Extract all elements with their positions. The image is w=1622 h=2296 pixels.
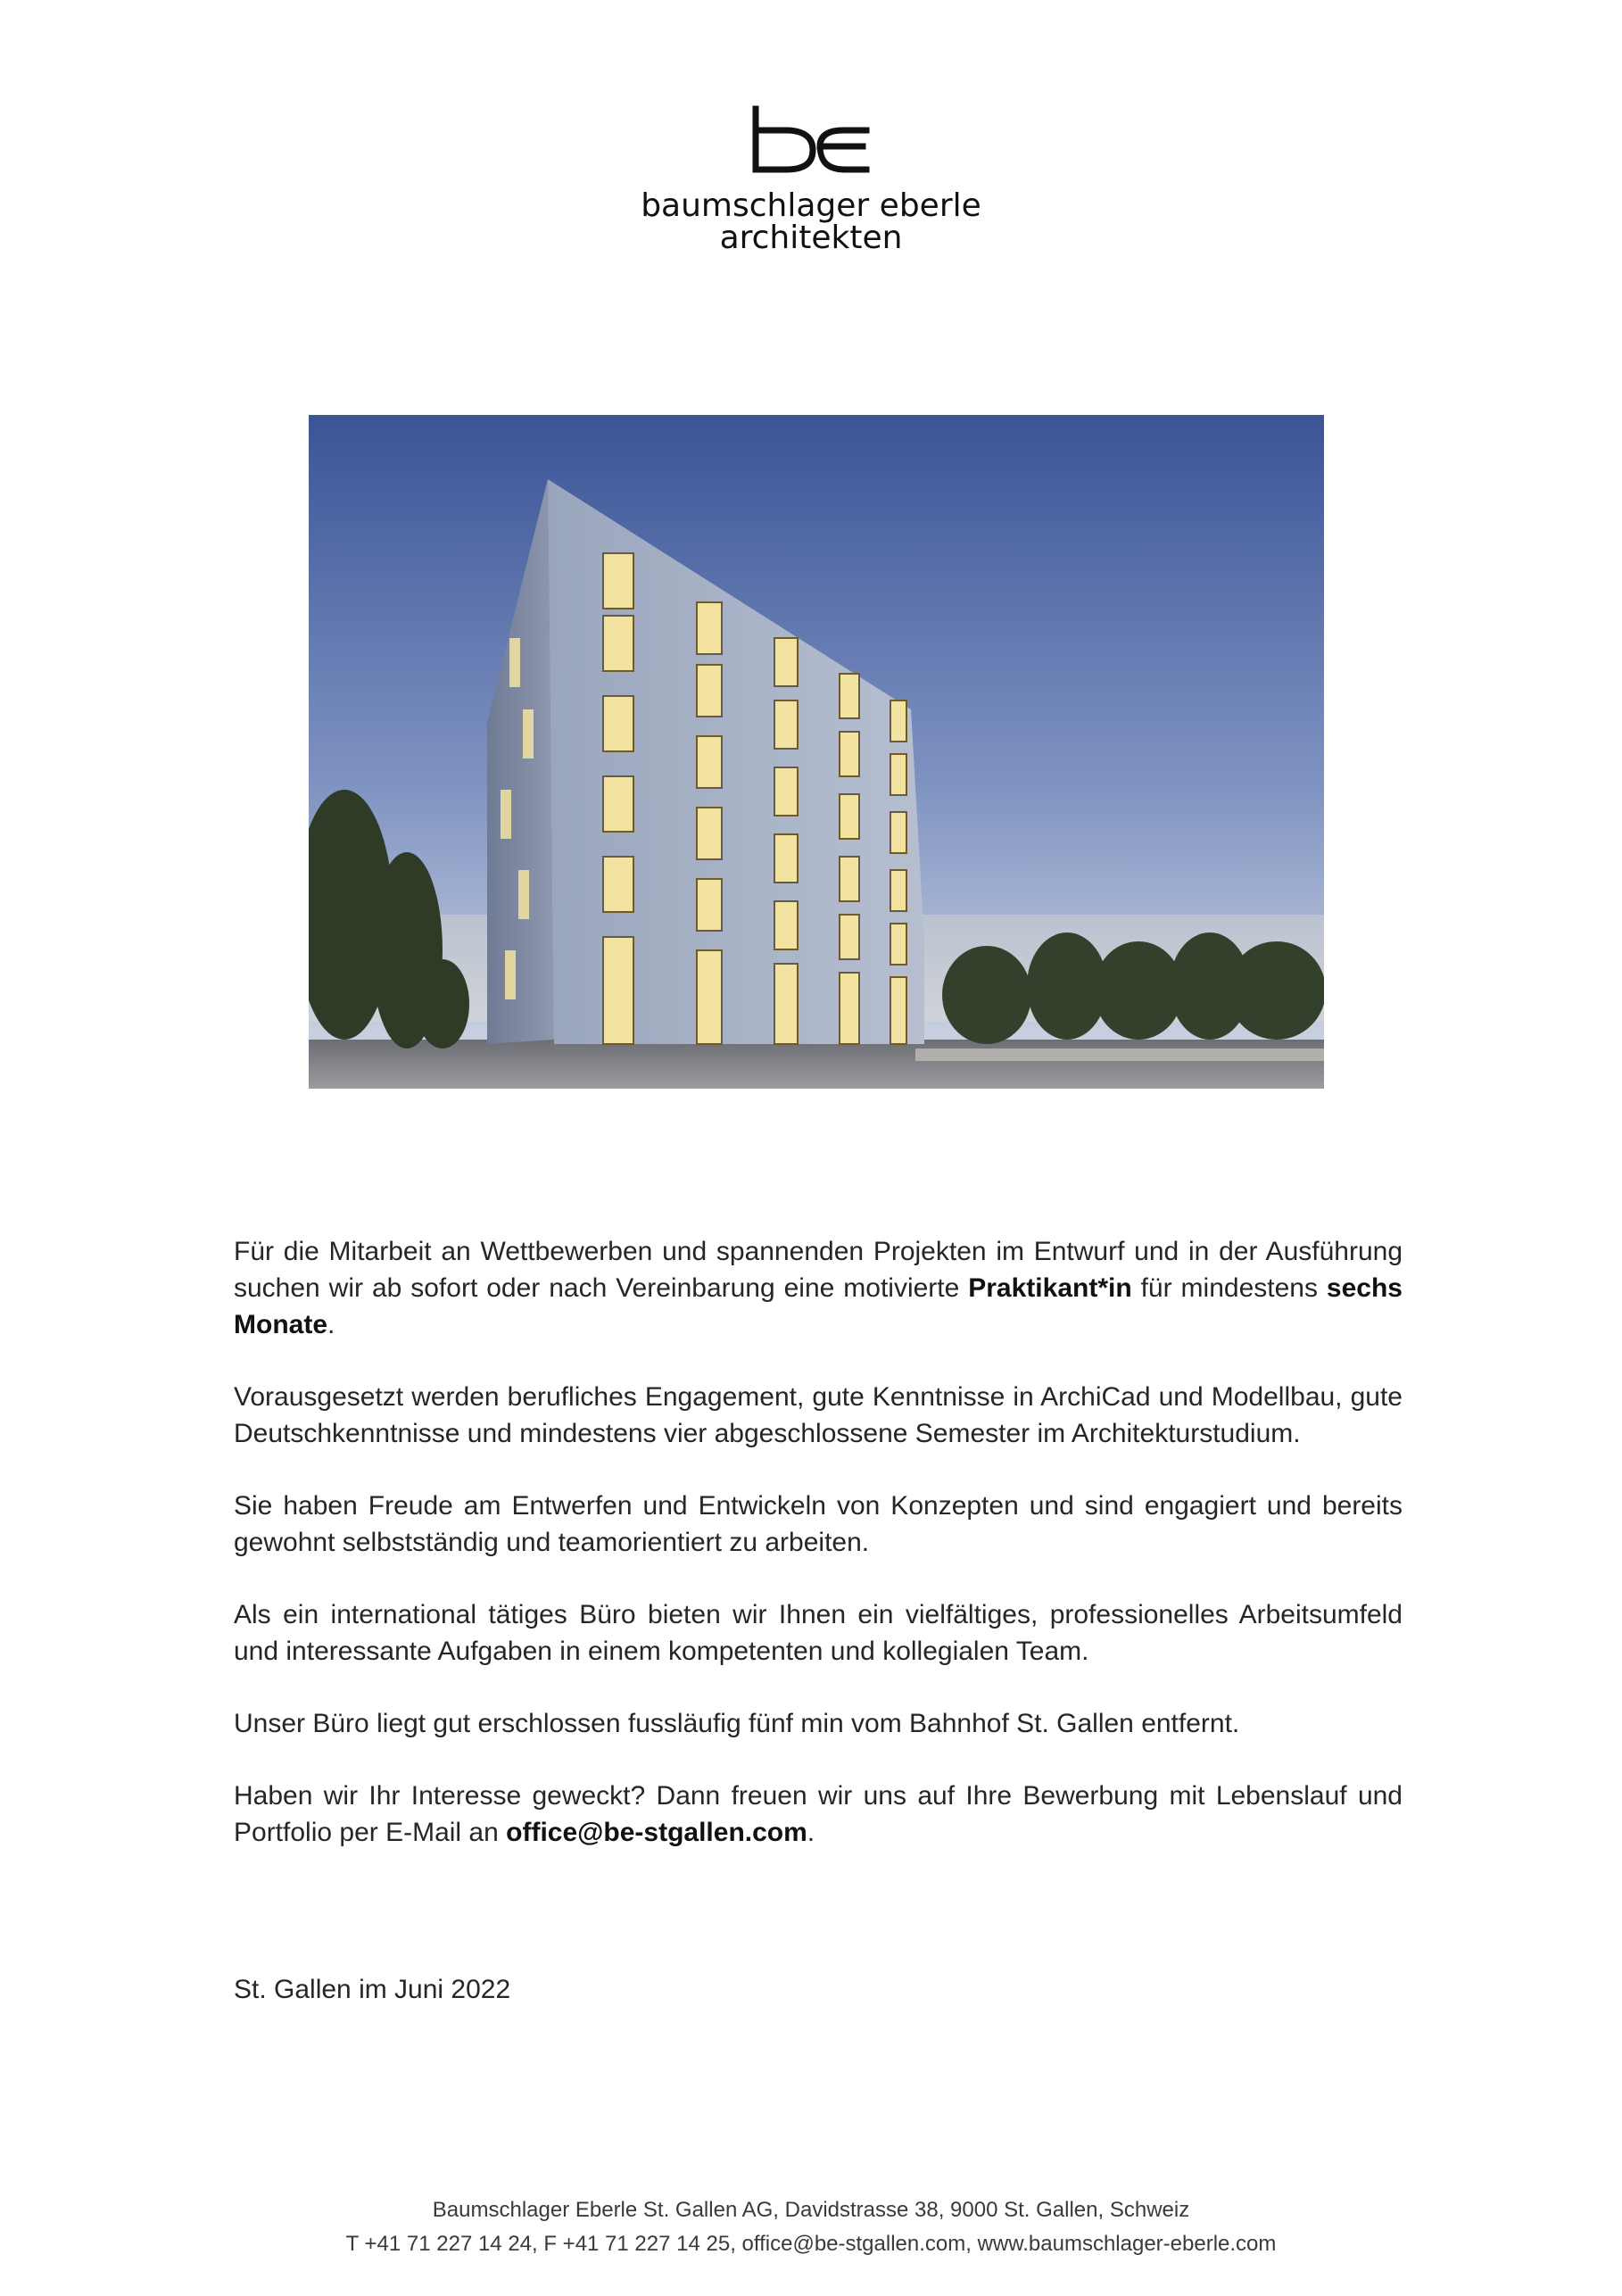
window — [840, 915, 859, 959]
contact-text-end: . — [807, 1818, 815, 1847]
paragraph-contact — [234, 1778, 1403, 1851]
window — [890, 870, 906, 911]
window — [840, 732, 859, 776]
date-line: St. Gallen im Juni 2022 — [234, 1975, 511, 2004]
building-illustration — [309, 415, 1324, 1089]
window — [603, 857, 633, 912]
window — [840, 794, 859, 839]
window — [697, 602, 722, 654]
window — [697, 665, 722, 717]
window — [603, 696, 633, 751]
window — [774, 964, 798, 1044]
paragraph-location: Unser Büro liegt gut erschlossen fussläufig fünf min vom Bahnhof St. Gallen entfernt. — [234, 1709, 1240, 1738]
window — [774, 834, 798, 883]
intro-text-1: Für die Mitarbeit an Wettbewerben und spannenden Projekten im Entwurf und in der Ausführung suchen wir ab sofort oder nach Vereinbarung eine motivierte — [234, 1237, 1403, 1303]
intro-text-2: für mindestens — [1131, 1273, 1327, 1303]
paragraph-profile: Sie haben Freude am Entwerfen und Entwickeln von Konzepten und sind engagiert und bereits gewohnt selbstständig und teamorientiert zu arbeiten. — [234, 1491, 1403, 1557]
building-photo — [309, 415, 1324, 1089]
contact-email-link[interactable]: office@be-stgallen.com — [506, 1818, 807, 1847]
window — [890, 812, 906, 853]
window — [774, 638, 798, 686]
side-window — [518, 870, 529, 919]
job-description — [234, 1233, 1403, 1886]
paragraph-offer: Als ein international tätiges Büro bieten wir Ihnen ein vielfältiges, professionelles Arbeitsumfeld und interessante Aufgaben in einem kompetenten und kollegialen Team. — [234, 1600, 1403, 1666]
intro-text-3: . — [327, 1310, 335, 1339]
side-window — [523, 709, 534, 758]
window — [890, 924, 906, 965]
side-window — [505, 950, 516, 999]
duration: sechs Monate — [234, 1273, 1403, 1339]
window — [774, 700, 798, 749]
window — [603, 937, 633, 1044]
footer — [0, 2193, 1622, 2261]
window — [697, 950, 722, 1044]
window — [840, 857, 859, 901]
paved-path — [915, 1049, 1324, 1061]
window — [697, 808, 722, 859]
footer-address: Baumschlager Eberle St. Gallen AG, Davidstrasse 38, 9000 St. Gallen, Schweiz — [432, 2198, 1190, 2222]
window — [697, 736, 722, 788]
window — [890, 754, 906, 795]
window — [603, 616, 633, 671]
ground — [309, 1040, 1324, 1089]
logo-monogram — [756, 109, 866, 170]
company-logo — [0, 105, 1622, 266]
window — [774, 901, 798, 949]
paragraph-requirements: Vorausgesetzt werden berufliches Engagement, gute Kenntnisse in ArchiCad und Modellbau, gute Deutschkenntnisse und mindestens vier abgeschlossene Semester im Architekturstudium. — [234, 1382, 1403, 1448]
window — [840, 674, 859, 718]
side-window — [501, 790, 511, 839]
logo-line-1: baumschlager eberle — [641, 187, 981, 224]
window — [697, 879, 722, 931]
window — [603, 553, 633, 609]
contact-text: Haben wir Ihr Interesse geweckt? Dann freuen wir uns auf Ihre Bewerbung mit Lebenslauf und Portfolio per E-Mail an — [234, 1781, 1403, 1847]
window — [774, 767, 798, 816]
logo-line-2: architekten — [719, 220, 903, 256]
window — [603, 776, 633, 832]
paragraph-intro — [234, 1233, 1403, 1343]
window — [840, 973, 859, 1044]
window — [890, 977, 906, 1044]
footer-contact: T +41 71 227 14 24, F +41 71 227 14 25, office@be-stgallen.com, www.baumschlager-eberle.com — [345, 2232, 1277, 2256]
side-window — [509, 638, 520, 687]
logo-graphic — [579, 105, 1043, 266]
position-title: Praktikant*in — [968, 1273, 1132, 1303]
trees-right — [942, 932, 1324, 1044]
window — [890, 700, 906, 742]
